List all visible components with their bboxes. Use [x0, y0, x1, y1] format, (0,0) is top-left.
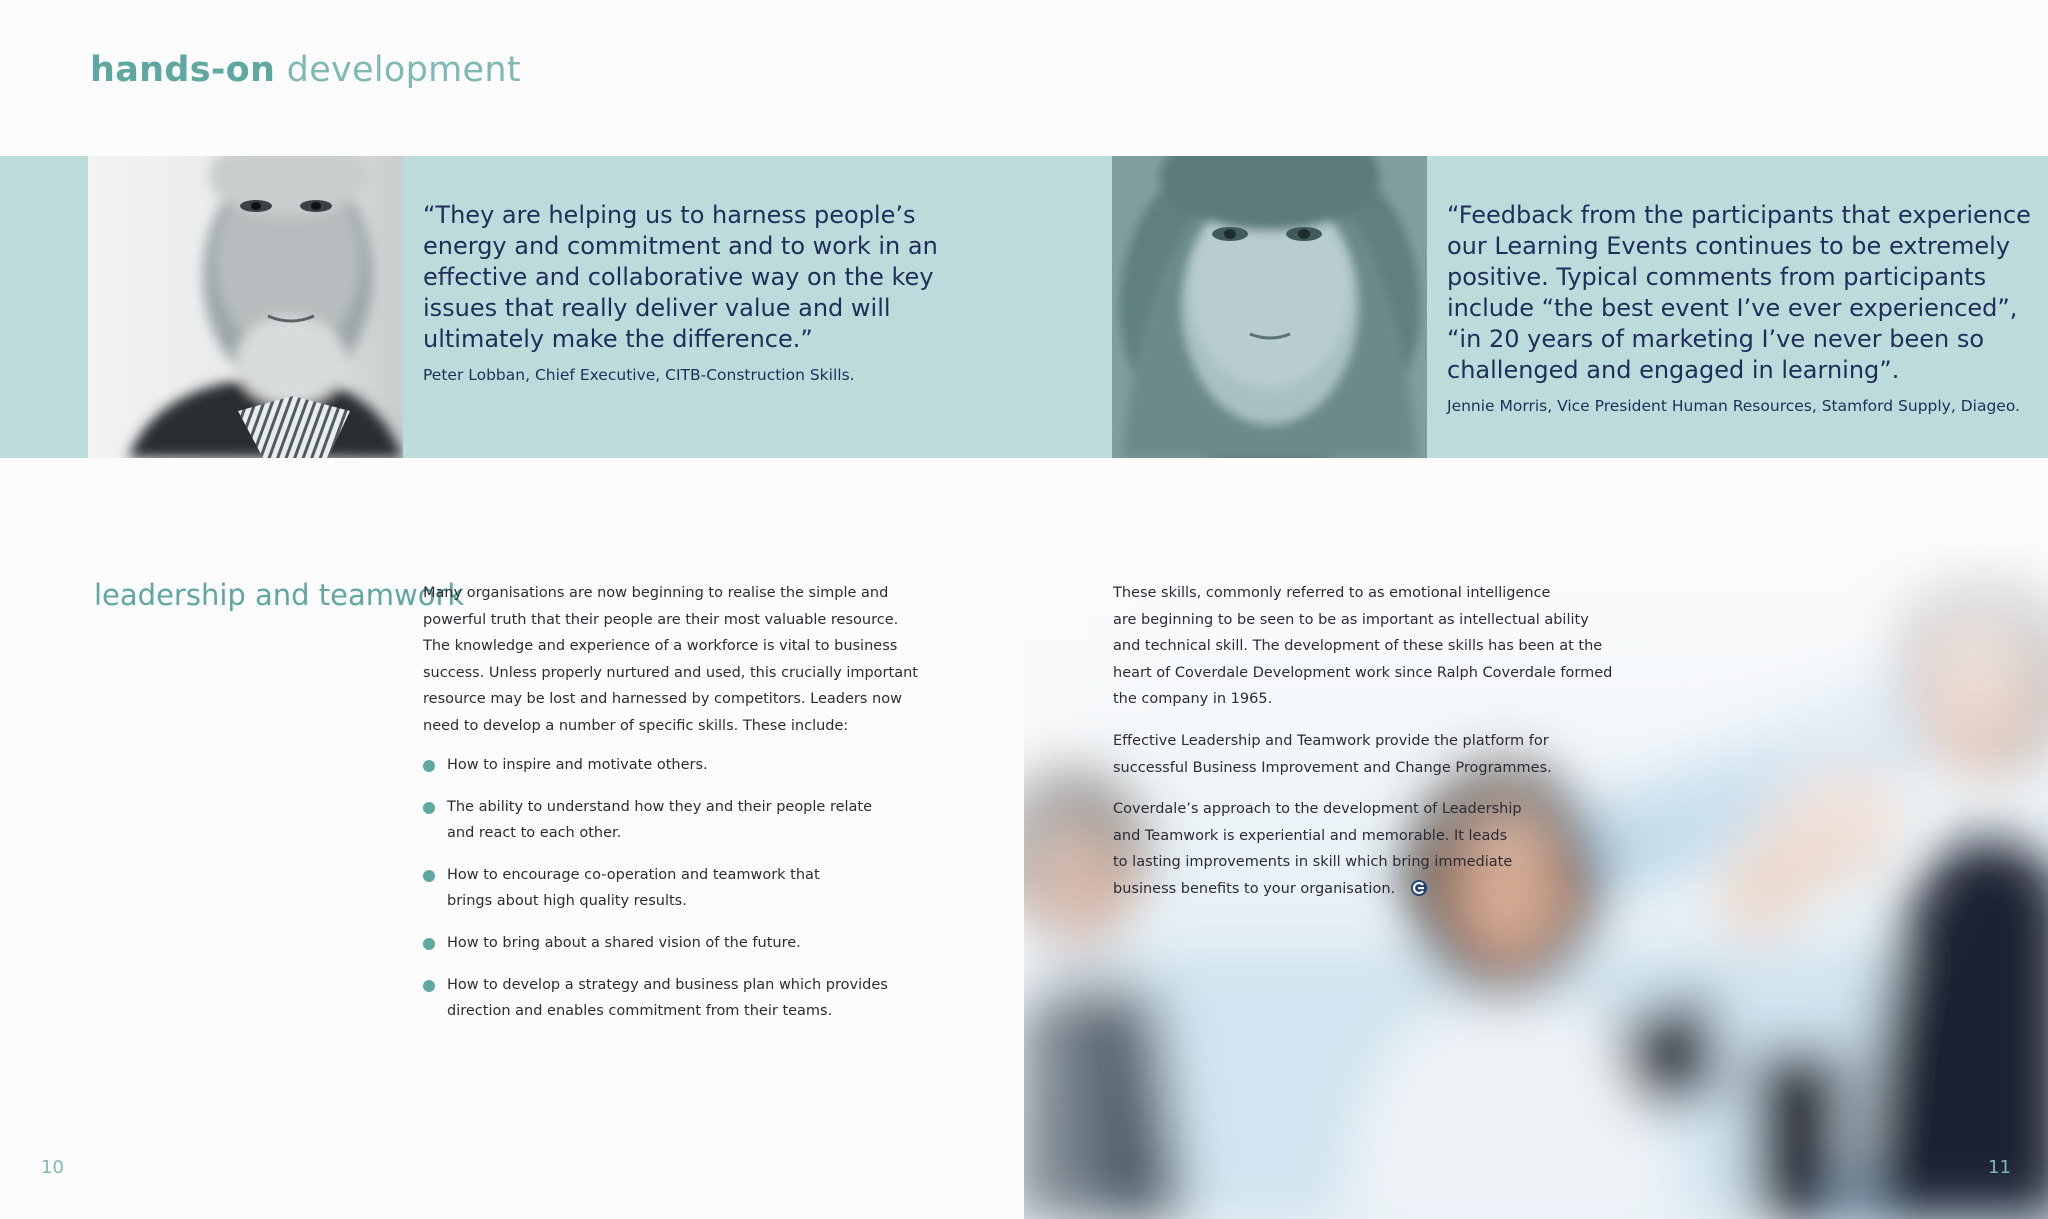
- quote-line: our Learning Events continues to be extremely: [1447, 232, 2011, 260]
- intro-line: success. Unless properly nurtured and used, this crucially important: [423, 664, 918, 681]
- quote-line: positive. Typical comments from participants: [1447, 263, 1987, 291]
- paragraph-line: Coverdale’s approach to the development of Leadership: [1113, 801, 1522, 818]
- list-item: [423, 794, 888, 847]
- page-number-right: 11: [1988, 1157, 2011, 1178]
- testimonial-credit-1: Peter Lobban, Chief Executive, CITB-Construction Skills.: [423, 366, 855, 384]
- woman-portrait-photo: [1112, 156, 1427, 458]
- intro-line: powerful truth that their people are their most valuable resource.: [423, 611, 899, 628]
- bullet-dot-icon: [423, 760, 435, 772]
- page-title-light: development: [286, 50, 521, 90]
- list-item-text: and react to each other.: [447, 825, 622, 842]
- quote-line: challenged and engaged in learning”.: [1447, 356, 1900, 384]
- list-item: [423, 862, 888, 915]
- quote-line: “Feedback from the participants that experience: [1447, 201, 2031, 229]
- page-title-bold: hands-on: [90, 50, 276, 90]
- quote-line: energy and commitment and to work in an: [423, 232, 938, 260]
- intro-line: Many organisations are now beginning to realise the simple and: [423, 585, 889, 601]
- list-item-text: How to encourage co-operation and teamwork that: [447, 866, 820, 883]
- quote-line: “in 20 years of marketing I’ve never been so: [1447, 325, 1984, 353]
- intro-line: The knowledge and experience of a workforce is vital to business: [423, 638, 898, 655]
- page-number-left: 10: [41, 1157, 64, 1178]
- paragraph: [1113, 728, 1612, 781]
- bullet-dot-icon: [423, 870, 435, 882]
- page-title: [90, 50, 521, 90]
- intro-line: resource may be lost and harnessed by competitors. Leaders now: [423, 691, 902, 708]
- paragraph-line: [1113, 876, 1612, 903]
- paragraph-line: and technical skill. The development of these skills has been at the: [1113, 638, 1603, 655]
- skills-list: [423, 752, 888, 1040]
- list-item-text: brings about high quality results.: [447, 893, 687, 910]
- bullet-dot-icon: [423, 980, 435, 992]
- list-item-text: The ability to understand how they and their people relate: [447, 798, 873, 815]
- paragraph-line-text: business benefits to your organisation.: [1113, 880, 1396, 897]
- list-item: [423, 972, 888, 1025]
- quote-line: effective and collaborative way on the key: [423, 263, 934, 291]
- paragraph-line: the company in 1965.: [1113, 691, 1273, 708]
- paragraph-line: These skills, commonly referred to as emotional intelligence: [1113, 585, 1551, 601]
- intro-paragraph: [423, 580, 918, 740]
- list-item: [423, 752, 888, 779]
- bullet-dot-icon: [423, 938, 435, 950]
- man-portrait-photo: [88, 156, 403, 458]
- paragraph-line: and Teamwork is experiential and memorable. It leads: [1113, 827, 1508, 844]
- testimonial-quote-2: [1447, 200, 2031, 386]
- quote-line: include “the best event I’ve ever experienced”,: [1447, 294, 2018, 322]
- list-item-text: How to bring about a shared vision of the future.: [447, 934, 801, 951]
- right-column-text: [1113, 580, 1612, 903]
- bullet-dot-icon: [423, 802, 435, 814]
- paragraph-line: are beginning to be seen to be as important as intellectual ability: [1113, 611, 1589, 628]
- quote-line: “They are helping us to harness people’s: [423, 201, 916, 229]
- list-item-text: direction and enables commitment from their teams.: [447, 1003, 833, 1020]
- paragraph: [1113, 796, 1612, 902]
- list-item-text: How to inspire and motivate others.: [447, 757, 708, 773]
- list-item: [423, 930, 888, 957]
- paragraph-line: to lasting improvements in skill which bring immediate: [1113, 854, 1513, 871]
- list-item-text: How to develop a strategy and business plan which provides: [447, 976, 888, 993]
- testimonial-quote-1: [423, 200, 938, 355]
- paragraph-line: successful Business Improvement and Change Programmes.: [1113, 759, 1552, 776]
- testimonial-credit-2: Jennie Morris, Vice President Human Resources, Stamford Supply, Diageo.: [1447, 397, 2020, 415]
- coverdale-logo-icon: [1410, 879, 1428, 897]
- paragraph: [1113, 580, 1612, 713]
- paragraph-line: Effective Leadership and Teamwork provide the platform for: [1113, 732, 1549, 749]
- quote-line: issues that really deliver value and will: [423, 294, 891, 322]
- quote-line: ultimately make the difference.”: [423, 325, 813, 353]
- paragraph-line: heart of Coverdale Development work since Ralph Coverdale formed: [1113, 664, 1613, 681]
- intro-line: need to develop a number of specific skills. These include:: [423, 717, 849, 734]
- section-heading: leadership and teamwork: [94, 578, 465, 612]
